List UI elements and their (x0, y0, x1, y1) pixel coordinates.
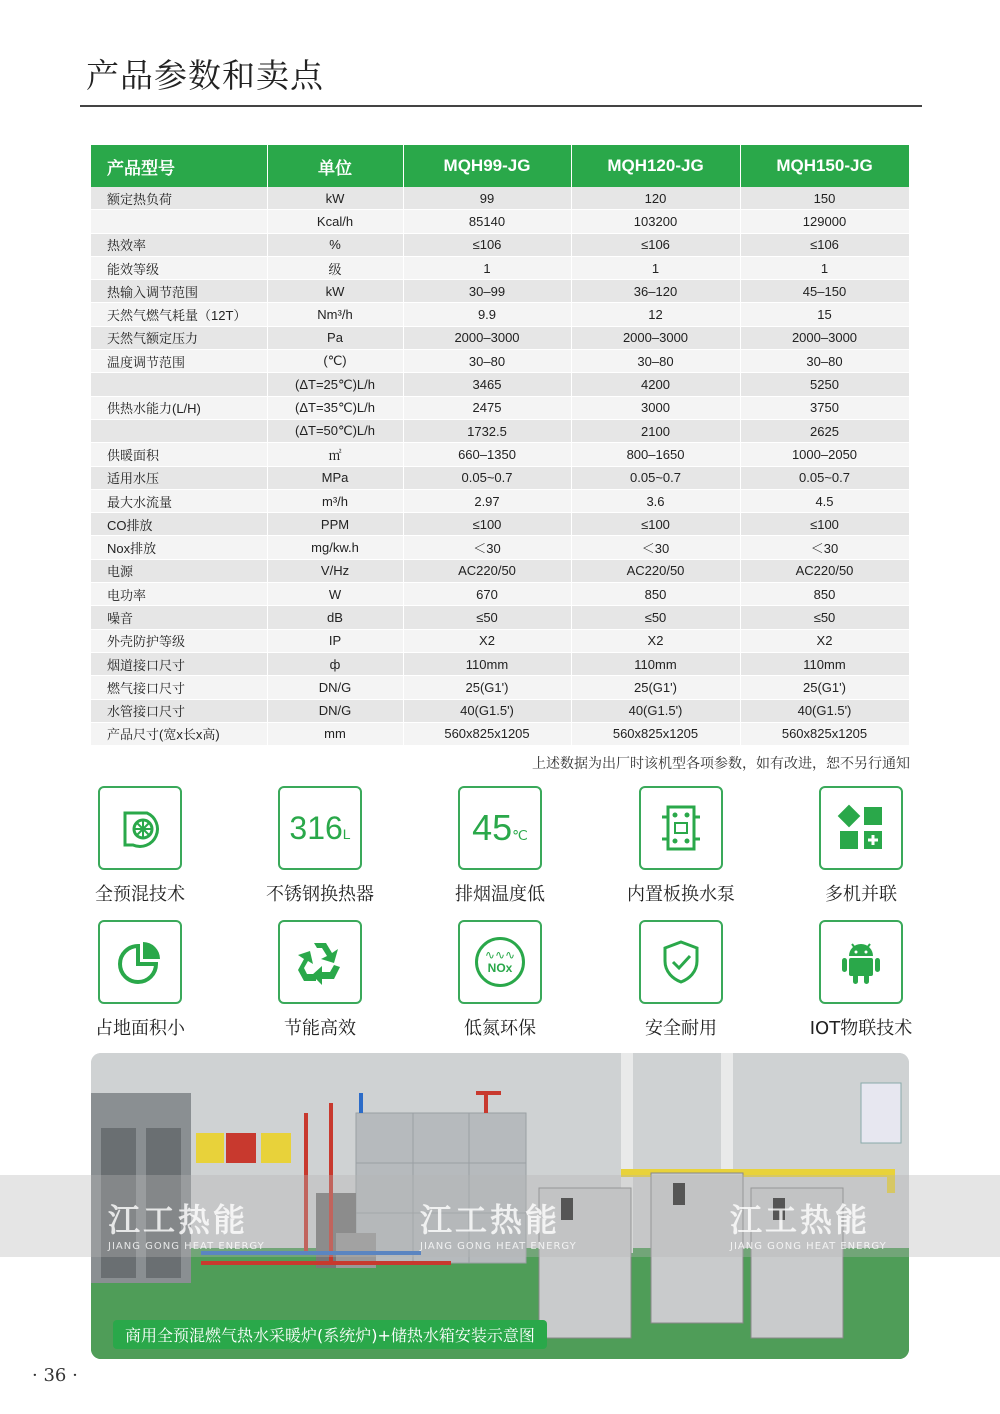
param-name-cell: 噪音 (91, 606, 267, 629)
table-row (91, 350, 909, 373)
value-cell: 4.5 (740, 489, 909, 512)
header-unit: 单位 (267, 145, 403, 187)
value-cell: ≤106 (403, 233, 571, 256)
unit-cell: ㎡ (267, 443, 403, 466)
feature-label: IOT物联技术 (809, 1018, 913, 1039)
shield-check-icon (661, 939, 701, 985)
param-name-cell: 额定热负荷 (91, 187, 267, 210)
feature-label: 内置板换水泵 (627, 884, 735, 905)
feature-stainless (240, 786, 400, 906)
recycle-icon (294, 937, 346, 987)
temperature-45-icon: 45℃ (472, 807, 528, 848)
value-cell: ≤50 (740, 606, 909, 629)
value-cell: 3.6 (571, 489, 740, 512)
value-cell: ≤50 (571, 606, 740, 629)
value-cell: ≤106 (740, 233, 909, 256)
unit-cell: Pa (267, 326, 403, 349)
param-name-cell: 最大水流量 (91, 489, 267, 512)
unit-cell: kW (267, 187, 403, 210)
table-row (91, 629, 909, 652)
value-cell: 110mm (403, 652, 571, 675)
value-cell: 560x825x1205 (740, 722, 909, 745)
value-cell: 850 (571, 583, 740, 606)
feature-low-nox (420, 920, 580, 1040)
value-cell: 1 (740, 256, 909, 279)
unit-cell: 级 (267, 256, 403, 279)
param-name-cell: 烟道接口尺寸 (91, 652, 267, 675)
value-cell: 120 (571, 187, 740, 210)
value-cell: 670 (403, 583, 571, 606)
value-cell: 110mm (571, 652, 740, 675)
table-row (91, 676, 909, 699)
table-row (91, 466, 909, 489)
value-cell: X2 (403, 629, 571, 652)
value-cell: 25(G1') (571, 676, 740, 699)
value-cell: AC220/50 (571, 559, 740, 582)
value-cell: 2000–3000 (403, 326, 571, 349)
feature-small-footprint (60, 920, 220, 1040)
param-name-cell: 热输入调节范围 (91, 280, 267, 303)
table-row (91, 489, 909, 512)
value-cell: 2100 (571, 419, 740, 442)
title-divider (80, 105, 922, 107)
param-name-cell: 燃气接口尺寸 (91, 676, 267, 699)
multi-unit-icon (836, 803, 886, 853)
feature-premix (60, 786, 220, 906)
page-title: 产品参数和卖点 (86, 56, 324, 95)
param-name-cell: CO排放 (91, 513, 267, 536)
unit-cell: dB (267, 606, 403, 629)
stainless-316-icon: 316L (289, 809, 351, 846)
table-row (91, 536, 909, 559)
watermark-logo: 江工热能 JIANG GONG HEAT ENERGY (730, 1201, 887, 1252)
feature-label: 低氮环保 (464, 1018, 536, 1039)
unit-cell: % (267, 233, 403, 256)
value-cell: 5250 (740, 373, 909, 396)
feature-energy-saving (240, 920, 400, 1040)
value-cell: AC220/50 (403, 559, 571, 582)
value-cell: 150 (740, 187, 909, 210)
value-cell: ≤106 (571, 233, 740, 256)
unit-cell: W (267, 583, 403, 606)
table-row (91, 722, 909, 745)
param-name-cell: 温度调节范围 (91, 350, 267, 373)
value-cell: 25(G1') (740, 676, 909, 699)
feature-label: 占地面积小 (95, 1018, 185, 1039)
param-name-cell (91, 419, 267, 442)
param-name-cell: 热效率 (91, 233, 267, 256)
unit-cell: DN/G (267, 699, 403, 722)
value-cell: 103200 (571, 210, 740, 233)
android-icon (839, 938, 883, 986)
param-name-cell: 电功率 (91, 583, 267, 606)
table-row (91, 256, 909, 279)
value-cell: ＜30 (571, 536, 740, 559)
value-cell: 25(G1') (403, 676, 571, 699)
nox-icon: ∿∿∿ NOx (475, 937, 525, 987)
value-cell: 1732.5 (403, 419, 571, 442)
value-cell: 129000 (740, 210, 909, 233)
value-cell: X2 (740, 629, 909, 652)
table-row (91, 233, 909, 256)
watermark-logo: 江工热能 JIANG GONG HEAT ENERGY (108, 1201, 265, 1252)
value-cell: 30–80 (571, 350, 740, 373)
value-cell: AC220/50 (740, 559, 909, 582)
value-cell: 30–99 (403, 280, 571, 303)
unit-cell: DN/G (267, 676, 403, 699)
value-cell: ≤100 (403, 513, 571, 536)
value-cell: ≤100 (740, 513, 909, 536)
value-cell: X2 (571, 629, 740, 652)
unit-cell: (ΔT=35℃)L/h (267, 396, 403, 419)
table-row (91, 303, 909, 326)
param-name-cell: 产品尺寸(宽x长x高) (91, 722, 267, 745)
value-cell: 2000–3000 (571, 326, 740, 349)
param-name-cell: 天然气额定压力 (91, 326, 267, 349)
value-cell: 40(G1.5') (740, 699, 909, 722)
param-name-cell: 供热水能力(L/H) (91, 396, 267, 419)
value-cell: 3465 (403, 373, 571, 396)
value-cell: 110mm (740, 652, 909, 675)
unit-cell: ф (267, 652, 403, 675)
photo-caption: 商用全预混燃气热水采暖炉(系统炉)+储热水箱安装示意图 (113, 1320, 547, 1349)
param-name-cell: 电源 (91, 559, 267, 582)
unit-cell: mg/kw.h (267, 536, 403, 559)
value-cell: 30–80 (403, 350, 571, 373)
value-cell: ＜30 (740, 536, 909, 559)
value-cell: 2475 (403, 396, 571, 419)
table-row (91, 210, 909, 233)
feature-label: 全预混技术 (95, 884, 185, 905)
feature-label: 多机并联 (825, 884, 897, 905)
value-cell: 9.9 (403, 303, 571, 326)
param-name-cell: Nox排放 (91, 536, 267, 559)
header-model: 产品型号 (91, 145, 267, 187)
table-row (91, 513, 909, 536)
unit-cell: kW (267, 280, 403, 303)
table-row (91, 606, 909, 629)
table-row (91, 583, 909, 606)
param-name-cell: 供暖面积 (91, 443, 267, 466)
value-cell: 3000 (571, 396, 740, 419)
table-row (91, 419, 909, 442)
unit-cell: (ΔT=25℃)L/h (267, 373, 403, 396)
page-number: · 36 · (32, 1365, 78, 1386)
value-cell: 15 (740, 303, 909, 326)
param-name-cell: 水管接口尺寸 (91, 699, 267, 722)
unit-cell: IP (267, 629, 403, 652)
value-cell: 12 (571, 303, 740, 326)
value-cell: ≤50 (403, 606, 571, 629)
unit-cell: Kcal/h (267, 210, 403, 233)
feature-low-exhaust (420, 786, 580, 906)
unit-cell: PPM (267, 513, 403, 536)
feature-multi-unit (781, 786, 941, 906)
feature-label: 排烟温度低 (455, 884, 545, 905)
value-cell: 0.05~0.7 (740, 466, 909, 489)
value-cell: 0.05~0.7 (571, 466, 740, 489)
value-cell: 4200 (571, 373, 740, 396)
feature-label: 不锈钢换热器 (266, 884, 374, 905)
value-cell: 2.97 (403, 489, 571, 512)
value-cell: 40(G1.5') (571, 699, 740, 722)
param-name-cell: 能效等级 (91, 256, 267, 279)
table-row (91, 699, 909, 722)
table-row (91, 559, 909, 582)
table-row (91, 443, 909, 466)
unit-cell: mm (267, 722, 403, 745)
param-name-cell: 适用水压 (91, 466, 267, 489)
unit-cell: m³/h (267, 489, 403, 512)
feature-iot (781, 920, 941, 1040)
value-cell: 1 (571, 256, 740, 279)
unit-cell: V/Hz (267, 559, 403, 582)
value-cell: 1 (403, 256, 571, 279)
unit-cell: Nm³/h (267, 303, 403, 326)
feature-label: 节能高效 (284, 1018, 356, 1039)
pie-chart-icon (116, 938, 164, 986)
value-cell: 3750 (740, 396, 909, 419)
feature-plate-pump (601, 786, 761, 906)
disclaimer-note: 上述数据为出厂时该机型各项参数，如有改进，恕不另行通知 (532, 756, 910, 772)
value-cell: 560x825x1205 (403, 722, 571, 745)
value-cell: 36–120 (571, 280, 740, 303)
table-row (91, 396, 909, 419)
value-cell: 85140 (403, 210, 571, 233)
value-cell: 0.05~0.7 (403, 466, 571, 489)
unit-cell: (℃) (267, 350, 403, 373)
param-name-cell (91, 373, 267, 396)
value-cell: 1000–2050 (740, 443, 909, 466)
watermark-logo: 江工热能 JIANG GONG HEAT ENERGY (420, 1201, 577, 1252)
header-mqh99: MQH99-JG (403, 145, 571, 187)
value-cell: 850 (740, 583, 909, 606)
plate-exchanger-icon (658, 803, 704, 853)
header-mqh120: MQH120-JG (571, 145, 740, 187)
value-cell: ＜30 (403, 536, 571, 559)
value-cell: 560x825x1205 (571, 722, 740, 745)
value-cell: 99 (403, 187, 571, 210)
parameter-table (91, 145, 910, 746)
value-cell: 30–80 (740, 350, 909, 373)
value-cell: 800–1650 (571, 443, 740, 466)
table-header-row (91, 145, 909, 187)
table-row (91, 652, 909, 675)
table-row (91, 280, 909, 303)
header-mqh150: MQH150-JG (740, 145, 909, 187)
param-name-cell (91, 210, 267, 233)
param-name-cell: 天然气燃气耗量（12T） (91, 303, 267, 326)
feature-label: 安全耐用 (645, 1018, 717, 1039)
value-cell: 2000–3000 (740, 326, 909, 349)
unit-cell: MPa (267, 466, 403, 489)
param-name-cell: 外壳防护等级 (91, 629, 267, 652)
value-cell: ≤100 (571, 513, 740, 536)
unit-cell: (ΔT=50℃)L/h (267, 419, 403, 442)
table-row (91, 187, 909, 210)
value-cell: 660–1350 (403, 443, 571, 466)
feature-safe-durable (601, 920, 761, 1040)
table-row (91, 373, 909, 396)
value-cell: 2625 (740, 419, 909, 442)
value-cell: 45–150 (740, 280, 909, 303)
premix-fan-icon (117, 805, 163, 851)
table-row (91, 326, 909, 349)
value-cell: 40(G1.5') (403, 699, 571, 722)
